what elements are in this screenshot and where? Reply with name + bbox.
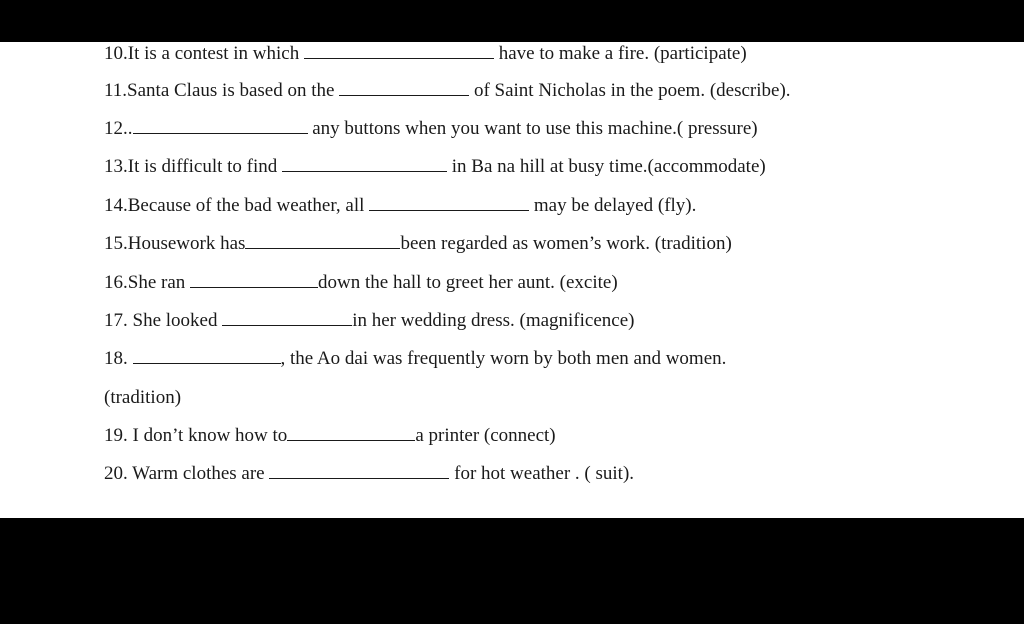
item-text-after: in Ba na hill at busy time.(accommodate) bbox=[447, 156, 766, 177]
exercise-item-15 bbox=[104, 232, 732, 256]
item-text-after: , the Ao dai was frequently worn by both men and women. bbox=[280, 348, 727, 369]
item-text-after: in her wedding dress. (magnificence) bbox=[352, 310, 635, 331]
item-text-before: It is difficult to find bbox=[127, 156, 283, 177]
exercise-item-20 bbox=[104, 462, 634, 486]
exercise-item-12 bbox=[104, 117, 758, 141]
answer-blank[interactable] bbox=[339, 80, 469, 96]
item-text-before: She looked bbox=[127, 310, 223, 331]
item-number: 19. bbox=[104, 425, 128, 446]
item-text-before: (tradition) bbox=[104, 387, 182, 408]
answer-blank[interactable] bbox=[269, 463, 449, 479]
answer-blank[interactable] bbox=[133, 118, 308, 134]
answer-blank[interactable] bbox=[222, 310, 352, 326]
item-number: 20. bbox=[104, 463, 128, 484]
answer-blank[interactable] bbox=[369, 195, 529, 211]
item-text-before: She ran bbox=[127, 272, 191, 293]
exercise-item-19 bbox=[104, 424, 556, 448]
item-text-after: any buttons when you want to use this machine.( pressure) bbox=[307, 118, 758, 139]
item-text-before: Warm clothes are bbox=[127, 463, 270, 484]
item-text-after: for hot weather . ( suit). bbox=[449, 463, 635, 484]
exercise-item-11 bbox=[104, 79, 791, 103]
item-text-before: Santa Claus is based on the bbox=[127, 80, 340, 101]
item-number: 16. bbox=[104, 272, 128, 293]
answer-blank[interactable] bbox=[133, 348, 281, 364]
exercise-item-17 bbox=[104, 309, 634, 333]
item-number: 17. bbox=[104, 310, 128, 331]
item-text-after: a printer (connect) bbox=[415, 425, 556, 446]
item-text-after: been regarded as women’s work. (tradition) bbox=[400, 233, 732, 254]
item-number: 14. bbox=[104, 195, 128, 216]
exercise-item-10 bbox=[104, 42, 747, 66]
item-text-before: I don’t know how to bbox=[127, 425, 288, 446]
answer-blank[interactable] bbox=[287, 425, 415, 441]
item-number: 10. bbox=[104, 43, 128, 64]
item-number: 13. bbox=[104, 156, 128, 177]
answer-blank[interactable] bbox=[190, 272, 318, 288]
exercise-item-18 bbox=[104, 347, 726, 371]
item-number: 12.. bbox=[104, 118, 133, 139]
item-number: 18. bbox=[104, 348, 128, 369]
answer-blank[interactable] bbox=[282, 156, 447, 172]
worksheet-page bbox=[0, 42, 1024, 518]
exercise-item-16 bbox=[104, 271, 618, 295]
item-text-after: down the hall to greet her aunt. (excite) bbox=[318, 272, 618, 293]
answer-blank[interactable] bbox=[245, 233, 400, 249]
item-number: 15. bbox=[104, 233, 128, 254]
item-text-after: of Saint Nicholas in the poem. (describe). bbox=[469, 80, 791, 101]
exercise-item-13 bbox=[104, 155, 766, 179]
answer-blank[interactable] bbox=[304, 43, 494, 59]
exercise-item-14 bbox=[104, 194, 696, 218]
item-number: 11. bbox=[104, 80, 128, 101]
item-text-before: It is a contest in which bbox=[127, 43, 304, 64]
item-text-before: Because of the bad weather, all bbox=[127, 195, 370, 216]
item-text-after: may be delayed (fly). bbox=[529, 195, 697, 216]
item-text-after: have to make a fire. (participate) bbox=[494, 43, 747, 64]
exercise-item-18-continued bbox=[104, 386, 181, 410]
item-text-before: Housework has bbox=[127, 233, 246, 254]
